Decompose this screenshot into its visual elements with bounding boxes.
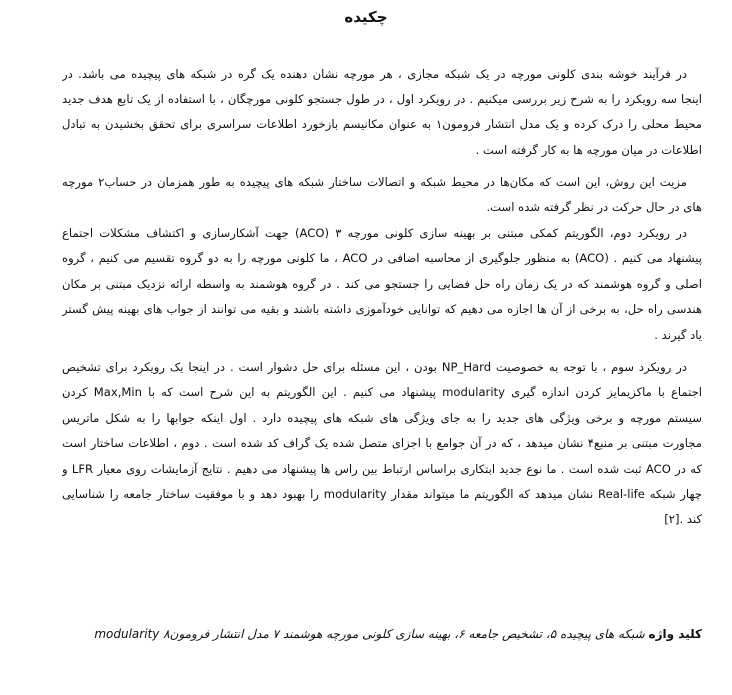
paragraph-line: پیشنهاد می کنیم . (ACO) به منظور جلوگیری از محاسبه اضافی در ACO ، ما کلونی مورچه را به دو گروه تقسیم می کنیم ، گروه <box>62 251 702 265</box>
paragraph-line: در فرآیند خوشه بندی کلونی مورچه در یک شبکه مجازی ، هر مورچه نشان دهنده یک گره در شبکه های پیچیده می باشد. در <box>62 67 687 81</box>
keywords-text: شبکه های پیچیده ۵، تشخیص جامعه ۶، بهینه سازی کلونی مورچه هوشمند ۷ مدل انتشار فرومون۸ modularity <box>94 627 645 641</box>
paragraph-line: چهار شبکه Real-life نشان میدهد که الگوریتم ما میتواند مقدار modularity را بهبود دهد و با موفقیت ساختار جامعه را شناسایی <box>62 487 702 501</box>
page-title: چکیده <box>344 8 388 26</box>
paragraph-line: که در ACO ثبت شده است . ما نوع جدید ابتکاری براساس ارتباط بین راس ها پیشنهاد می دهیم . نتایج آزمایشات روی معیار LFR و <box>62 462 702 476</box>
keywords <box>62 624 702 644</box>
paragraph-line: هندسی راه حل، به برخی از آن ها اجازه می دهیم که توانایی خودآموزی داشته باشند و بقیه می توانند از جواب های بهینه پیش گستر <box>62 302 702 316</box>
paragraph-line: اینجا سه رویکرد را به شرح زیر بررسی میکنیم . در رویکرد اول ، در طول جستجو کلونی مورچگان ، با استفاده از یک تابع هدف جدید <box>62 92 702 106</box>
paragraph-line: های در حال حرکت در نظر گرفته شده است. <box>486 200 702 214</box>
paragraph-line: کند .[۲] <box>664 512 702 526</box>
paragraph-line: در رویکرد دوم، الگوریتم کمکی مبتنی بر بهینه سازی کلونی مورچه ۳ (ACO) جهت آشکارسازی و اکتشاف مشکلات اجتماع <box>62 226 687 240</box>
paragraph-line: یاد گیرند . <box>654 328 702 342</box>
paragraph-line: اصلی و گروه هوشمند که در یک زمان راه حل فضایی را جستجو می کند . در گروه هوشمند به واسطه ارائه نزدیک مبتنی بر مکان <box>62 277 702 291</box>
keywords-label: کلید واژه <box>648 627 702 641</box>
paragraph-line: سیستم مورچه و برخی ویژگی های جدید را به جای ویژگی های شبکه های پیچیده دارد . اول اینکه جوابها را به شکل ماتریس <box>62 411 702 425</box>
paragraph-line: اطلاعات در میان مورچه ها به کار گرفته است . <box>475 143 702 157</box>
paragraph-line: در رویکرد سوم ، با توجه به خصوصیت NP_Hard بودن ، این مسئله برای حل دشوار است . در اینجا یک رویکرد برای تشخیص <box>62 360 687 374</box>
paragraph-line: محیط محلی را درک کرده و یک مدل انتشار فرومون۱ به عنوان مکانیسم بازخورد اطلاعات سراسری برای تحقق بخشیدن به تبادل <box>62 117 702 131</box>
paragraph-line: مجاورت مبتنی بر منبع۴ نشان میدهد ، که در آن جوامع با اجزای متصل شده یک گراف کد شده است . دوم ، اطلاعات ساختار است <box>62 436 702 450</box>
paragraph-line: اجتماع با ماکزیمایز کردن اندازه گیری modularity پیشنهاد می کنیم . این الگوریتم به این شرح است که با Max,Min کردن <box>62 385 702 399</box>
paragraph-line: مزیت این روش، این است که مکان‌ها در محیط شبکه و اتصالات ساختار شبکه های پیچیده به طور همزمان در حساب۲ مورچه <box>62 175 687 189</box>
